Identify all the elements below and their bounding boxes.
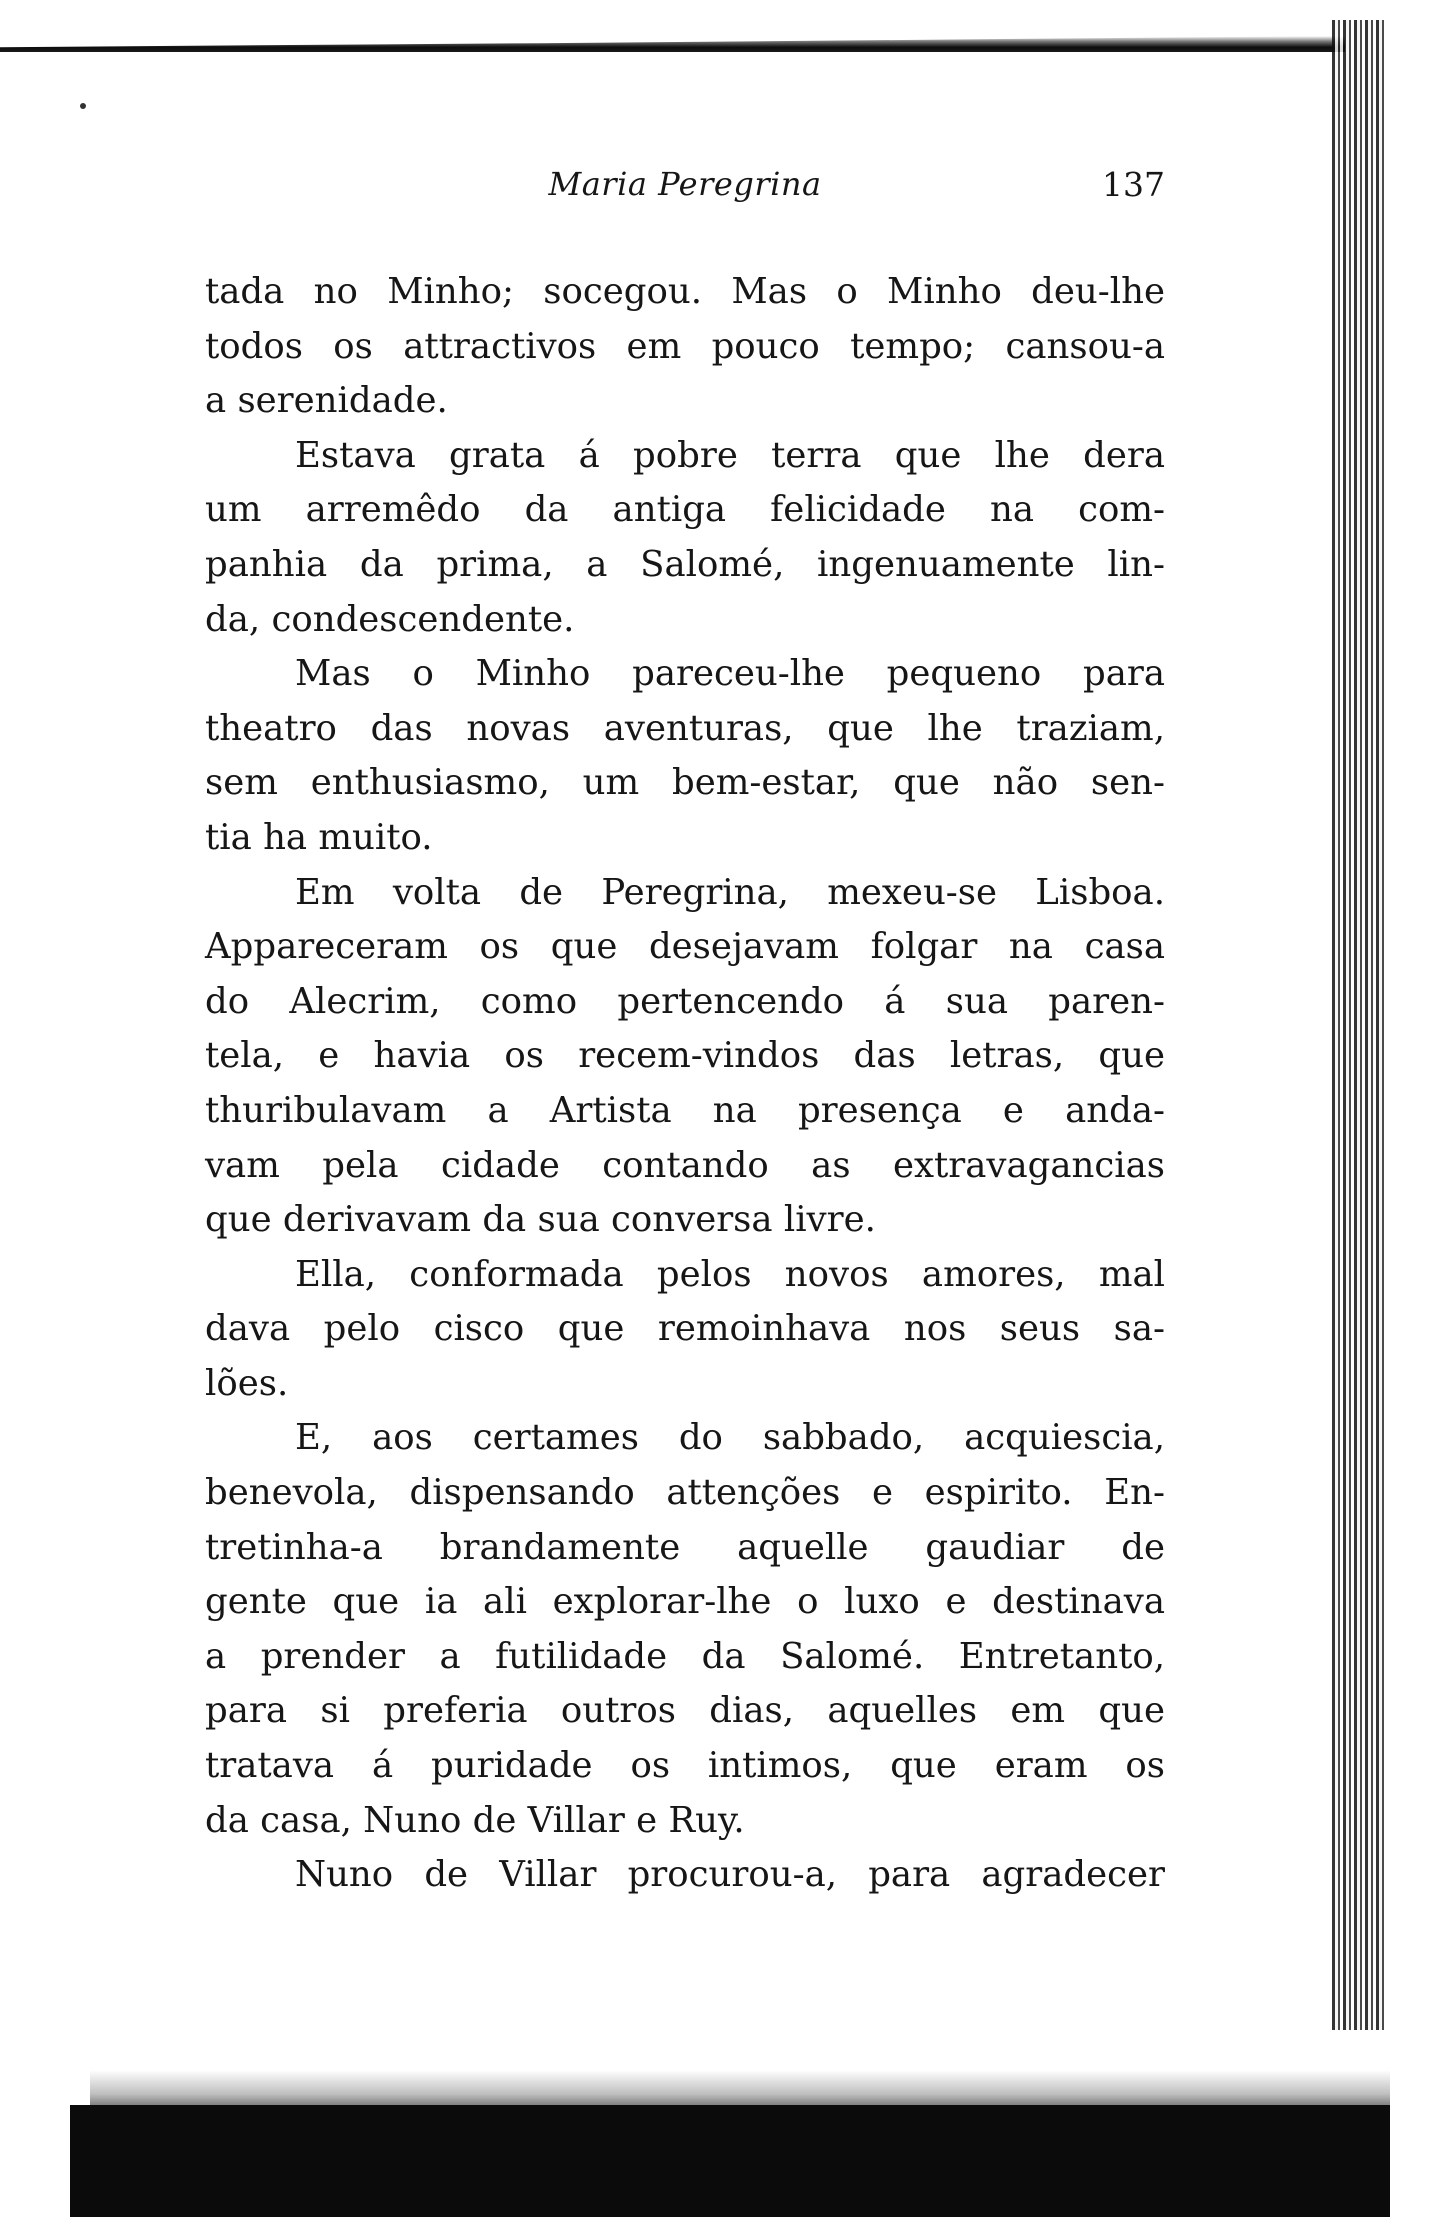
text-line: do Alecrim, como pertencendo á sua paren-: [205, 980, 1165, 1022]
text-line: um arremêdo da antiga felicidade na com-: [205, 489, 1165, 531]
scan-shadow-bottom: [90, 2070, 1390, 2110]
text-line: E, aos certames do sabbado, acquiescia,: [295, 1417, 1165, 1459]
text-line: todos os attractivos em pouco tempo; cansou-a: [205, 325, 1165, 367]
text-line: Mas o Minho pareceu-lhe pequeno para: [295, 653, 1165, 695]
text-line: dava pelo cisco que remoinhava nos seus sa-: [205, 1308, 1165, 1350]
text-line: a serenidade.: [205, 380, 448, 422]
text-line: theatro das novas aventuras, que lhe traziam,: [205, 707, 1165, 749]
running-head: [205, 165, 1165, 215]
text-line: tada no Minho; socegou. Mas o Minho deu-lhe: [205, 271, 1165, 312]
text-line: Nuno de Villar procurou-a, para agradecer: [295, 1854, 1165, 1896]
text-line: tratava á puridade os intimos, que eram os: [205, 1745, 1165, 1787]
text-line: lões.: [205, 1362, 289, 1404]
text-line: que derivavam da sua conversa livre.: [205, 1199, 876, 1241]
body-text: [205, 265, 1165, 1903]
text-line: Ella, conformada pelos novos amores, mal: [295, 1253, 1165, 1295]
text-line: benevola, dispensando attenções e espirito. En-: [205, 1472, 1165, 1514]
text-line: thuribulavam a Artista na presença e anda-: [205, 1089, 1165, 1131]
text-line: sem enthusiasmo, um bem-estar, que não sen-: [205, 762, 1165, 804]
text-line: Em volta de Peregrina, mexeu-se Lisboa.: [295, 871, 1165, 913]
text-line: tretinha-a brandamente aquelle gaudiar de: [205, 1526, 1165, 1568]
scan-edge-bottom: [70, 2105, 1390, 2217]
text-line: para si preferia outros dias, aquelles em que: [205, 1690, 1165, 1732]
text-line: Estava grata á pobre terra que lhe dera: [295, 434, 1165, 476]
scan-speck: [80, 103, 86, 109]
text-line: tia ha muito.: [205, 816, 433, 858]
text-line: gente que ia ali explorar-lhe o luxo e destinava: [205, 1581, 1165, 1623]
text-line: Appareceram os que desejavam folgar na casa: [205, 926, 1165, 968]
text-line: panhia da prima, a Salomé, ingenuamente lin-: [205, 543, 1165, 585]
text-line: da, condescendente.: [205, 598, 575, 640]
scan-edge-right: [1332, 20, 1386, 2030]
text-line: tela, e havia os recem-vindos das letras, que: [205, 1035, 1165, 1077]
scan-edge-top: [0, 36, 1345, 52]
text-line: da casa, Nuno de Villar e Ruy.: [205, 1799, 745, 1841]
running-title: Maria Peregrina: [548, 165, 822, 203]
page-number: 137: [1102, 165, 1165, 204]
text-line: vam pela cidade contando as extravagancias: [205, 1144, 1165, 1186]
text-line: a prender a futilidade da Salomé. Entretanto,: [205, 1635, 1165, 1677]
